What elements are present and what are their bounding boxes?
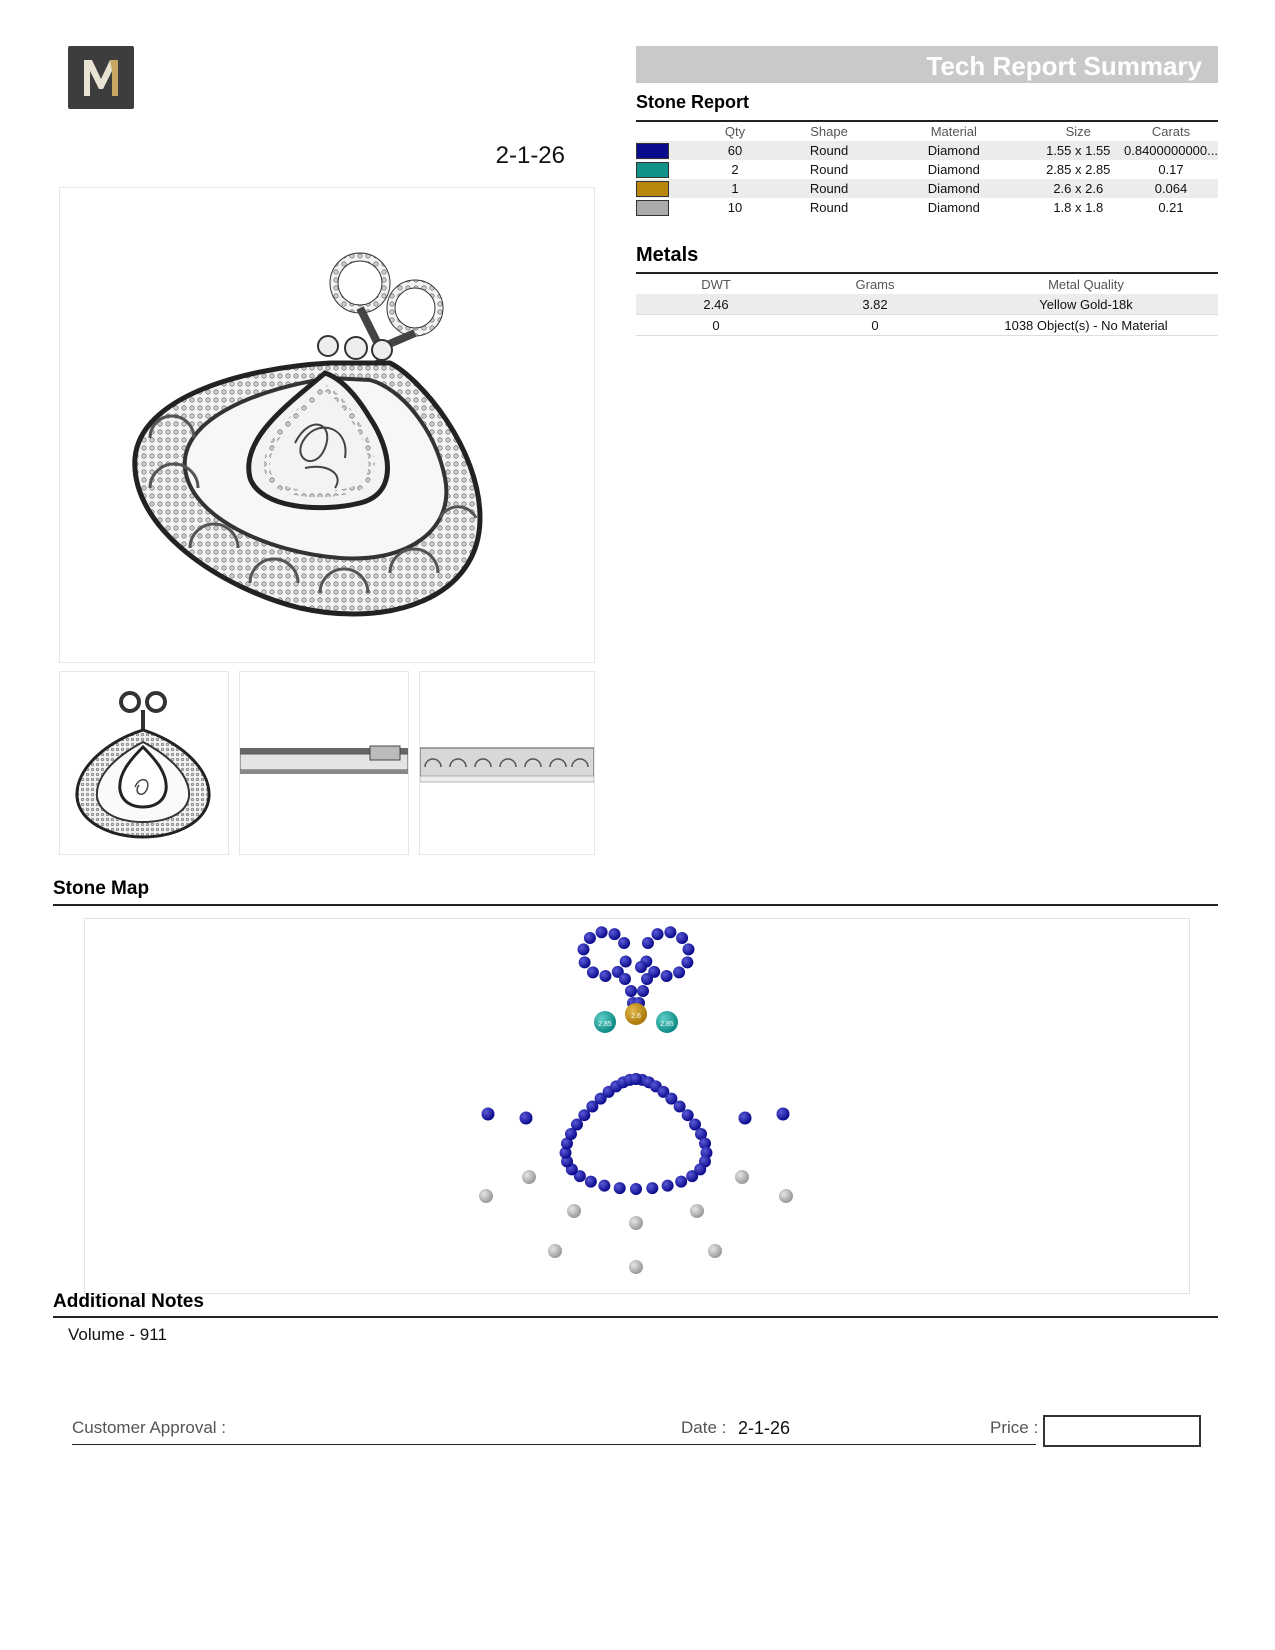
stone-size-label: 2.85: [660, 1021, 674, 1028]
blue-stone: [675, 1176, 687, 1188]
metal-quality: 1038 Object(s) - No Material: [954, 315, 1218, 336]
stone-material: Diamond: [927, 200, 980, 215]
thumbnail-top-view: [419, 671, 595, 855]
stone-shape: Round: [783, 141, 875, 160]
column-header-grams: Grams: [796, 273, 954, 294]
stone-report-title: Stone Report: [636, 92, 750, 112]
blue-stone: [598, 1180, 610, 1192]
additional-notes-title: Additional Notes: [53, 1291, 204, 1312]
metal-quality: Yellow Gold-18k: [954, 294, 1218, 315]
column-header-shape: Shape: [783, 121, 875, 141]
notes-text: Volume - 911: [68, 1325, 167, 1344]
stone-carats: 0.17: [1158, 162, 1184, 177]
stone-qty: 60: [687, 141, 783, 160]
stone-map-title: Stone Map: [53, 878, 150, 899]
stone-shape: Round: [809, 200, 849, 215]
column-header-material: Material: [875, 121, 1032, 141]
stone-material: Diamond: [875, 179, 1032, 198]
metal-dwt: 2.46: [636, 294, 796, 315]
blue-stone: [661, 970, 673, 982]
column-header-metal-quality: Metal Quality: [954, 273, 1218, 294]
blue-stone: [585, 1176, 597, 1188]
blue-stone: [673, 966, 685, 978]
gray-stone: [629, 1216, 643, 1230]
gray-stone: [479, 1189, 493, 1203]
blue-stone: [625, 985, 637, 997]
gray-stone: [690, 1204, 704, 1218]
column-header-dwt: DWT: [636, 273, 796, 294]
gray-stone: [708, 1244, 722, 1258]
table-row: [636, 198, 1218, 217]
stone-report-table: [636, 120, 1218, 217]
date-value: 2-1-26: [738, 1418, 791, 1438]
blue-stone: [630, 1073, 642, 1085]
blue-stone: [642, 937, 654, 949]
column-header-qty: Qty: [687, 121, 783, 141]
metal-dwt: 0: [636, 315, 796, 336]
stone-material: Diamond: [875, 141, 1032, 160]
document-id: 2-1-26: [495, 142, 565, 169]
stone-color-swatch-cell: [636, 198, 687, 217]
stone-size: 2.6 x 2.6: [1033, 179, 1124, 198]
blue-stone: [683, 943, 695, 955]
table-row: [636, 294, 1218, 315]
blue-stone: [520, 1112, 533, 1125]
notes-divider: [53, 1316, 1218, 1318]
blue-stone: [482, 1108, 495, 1121]
stone-shape: Round: [809, 162, 849, 177]
blue-stone: [664, 926, 676, 938]
stone-size-label: 2.6: [631, 1013, 641, 1020]
metals-title: Metals: [636, 244, 699, 266]
blue-stone: [652, 928, 664, 940]
gray-stone: [548, 1244, 562, 1258]
color-column-header: [636, 121, 687, 141]
blue-stone: [630, 1183, 642, 1195]
metal-grams: 3.82: [796, 294, 954, 315]
stone-map: [84, 918, 1190, 1294]
blue-stone: [579, 956, 591, 968]
price-label: Price :: [990, 1418, 1039, 1437]
date-label: Date :: [681, 1418, 727, 1437]
blue-stone: [620, 956, 632, 968]
customer-approval-label: Customer Approval :: [72, 1418, 227, 1437]
gray-stone: [779, 1189, 793, 1203]
blue-stone: [635, 961, 647, 973]
approval-signature-line: [72, 1444, 1036, 1445]
stone-color-swatch: [636, 143, 669, 159]
blue-stone: [739, 1112, 752, 1125]
blue-stone: [681, 956, 693, 968]
blue-stone: [646, 1182, 658, 1194]
stone-material: Diamond: [927, 162, 980, 177]
blue-stone: [587, 966, 599, 978]
column-header-size: Size: [1033, 121, 1124, 141]
stone-carats: 0.8400000000...: [1124, 143, 1218, 158]
table-row: [636, 315, 1218, 336]
report-title: Tech Report Summary: [926, 51, 1202, 81]
thumbnail-side-view: [239, 671, 409, 855]
table-row: [636, 160, 1218, 179]
stone-color-swatch-cell: [636, 179, 687, 198]
blue-stone: [637, 985, 649, 997]
gray-stone: [567, 1204, 581, 1218]
company-logo: [68, 46, 134, 109]
gray-stone: [735, 1170, 749, 1184]
stone-qty: 10: [727, 200, 743, 215]
metal-grams: 0: [796, 315, 954, 336]
blue-stone: [577, 943, 589, 955]
table-row: [636, 179, 1218, 198]
stone-color-swatch: [636, 181, 669, 197]
stone-size-label: 2.85: [598, 1021, 612, 1028]
blue-stone: [599, 970, 611, 982]
stone-carats: 0.064: [1124, 179, 1218, 198]
gray-stone: [522, 1170, 536, 1184]
column-header-carats: Carats: [1124, 121, 1218, 141]
stone-color-swatch-cell: [636, 141, 687, 160]
stone-size: 1.8 x 1.8: [1053, 200, 1104, 215]
table-row: [636, 141, 1218, 160]
stone-size: 1.55 x 1.55: [1033, 141, 1124, 160]
blue-stone: [608, 928, 620, 940]
stone-color-swatch-cell: [636, 160, 687, 179]
blue-stone: [686, 1170, 698, 1182]
blue-stone: [641, 973, 653, 985]
stone-color-swatch: [636, 162, 669, 178]
stone-shape: Round: [783, 179, 875, 198]
stone-size: 2.85 x 2.85: [1046, 162, 1111, 177]
blue-stone: [584, 932, 596, 944]
thumbnail-front-view: [59, 671, 229, 855]
main-render-image: [59, 187, 595, 663]
stone-qty: 1: [687, 179, 783, 198]
stone-carats: 0.21: [1158, 200, 1184, 215]
price-field[interactable]: [1043, 1415, 1201, 1447]
gray-stone: [629, 1260, 643, 1274]
blue-stone: [662, 1180, 674, 1192]
blue-stone: [614, 1182, 626, 1194]
stone-map-divider: [53, 904, 1218, 906]
stone-qty: 2: [731, 162, 739, 177]
blue-stone: [618, 937, 630, 949]
title-bar: [636, 46, 1218, 83]
blue-stone: [777, 1108, 790, 1121]
blue-stone: [676, 932, 688, 944]
stone-color-swatch: [636, 200, 669, 216]
metals-table: [636, 272, 1218, 336]
blue-stone: [619, 973, 631, 985]
blue-stone: [596, 926, 608, 938]
